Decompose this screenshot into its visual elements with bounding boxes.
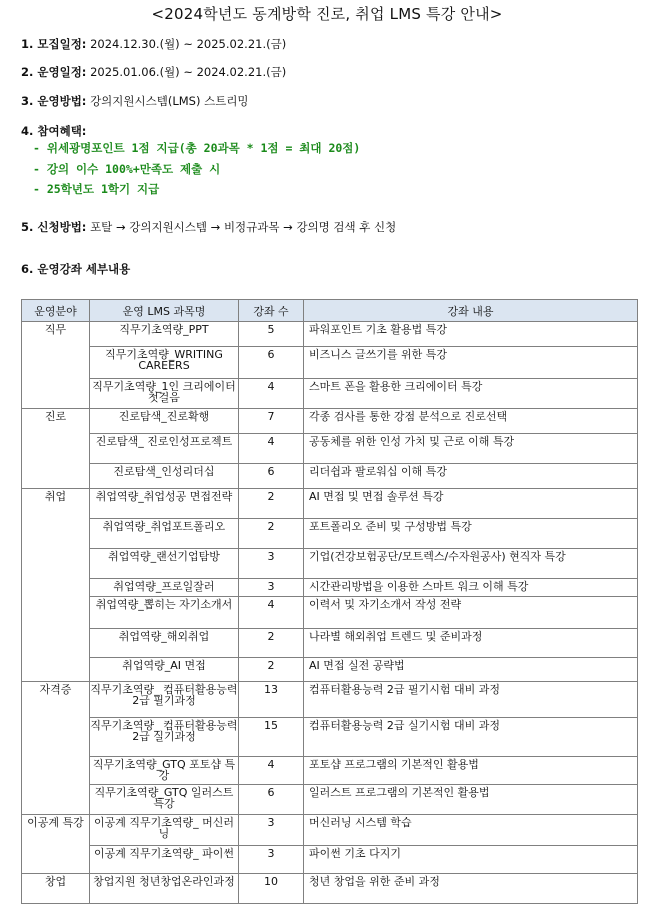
desc-cell: 파워포인트 기초 활용법 특강 [304, 322, 638, 347]
section-text: 포탈 → 강의지원시스템 → 비정규과목 → 강의명 검색 후 신청 [86, 220, 397, 234]
desc-cell: 시간관리방법을 이용한 스마트 워크 이해 특강 [304, 579, 638, 597]
category-cell: 진로 [22, 409, 90, 434]
category-cell [22, 519, 90, 549]
course-cell: 직무기초역량_ 컴퓨터활용능력2급 필기과정 [90, 682, 239, 718]
category-cell [22, 658, 90, 682]
count-cell: 6 [239, 347, 304, 379]
category-cell: 창업 [22, 874, 90, 904]
section-text: 2024.12.30.(월) ~ 2025.02.21.(금) [86, 37, 287, 51]
course-cell: 직무기초역량_WRITING CAREERS [90, 347, 239, 379]
desc-cell: 이력서 및 자기소개서 작성 전략 [304, 597, 638, 629]
course-cell: 이공계 직무기초역량_ 파이썬 [90, 846, 239, 874]
table-row [22, 718, 638, 757]
category-cell: 취업 [22, 489, 90, 519]
category-cell: 이공계 특강 [22, 815, 90, 846]
table-row [22, 597, 638, 629]
course-cell: 취업역량_취업성공 면접전략 [90, 489, 239, 519]
benefit-item: - 위세광명포인트 1점 지급(총 20과목 * 1점 = 최대 20점) [33, 141, 361, 155]
count-cell: 3 [239, 815, 304, 846]
category-cell [22, 718, 90, 757]
table-row [22, 846, 638, 874]
desc-cell: 공동체를 위한 인성 가치 및 근로 이해 특강 [304, 434, 638, 464]
header-count: 강좌 수 [239, 300, 304, 322]
desc-cell: AI 면접 실전 공략법 [304, 658, 638, 682]
course-cell: 진로탐색_인성리더십 [90, 464, 239, 489]
category-cell [22, 757, 90, 785]
desc-cell: 일러스트 프로그램의 기본적인 활용법 [304, 785, 638, 815]
count-cell: 2 [239, 519, 304, 549]
course-cell: 진로탐색_ 진로인성프로젝트 [90, 434, 239, 464]
table-row [22, 434, 638, 464]
category-cell [22, 846, 90, 874]
category-cell [22, 579, 90, 597]
category-cell [22, 785, 90, 815]
header-category: 운영분야 [22, 300, 90, 322]
desc-cell: 스마트 폰을 활용한 크리에이터 특강 [304, 379, 638, 409]
benefit-item: - 강의 이수 100%+만족도 제출 시 [33, 162, 221, 176]
table-row [22, 682, 638, 718]
category-cell [22, 347, 90, 379]
desc-cell: AI 면접 및 면접 솔루션 특강 [304, 489, 638, 519]
desc-cell: 파이썬 기초 다지기 [304, 846, 638, 874]
category-cell: 직무 [22, 322, 90, 347]
category-cell [22, 379, 90, 409]
course-cell: 취업역량_해외취업 [90, 629, 239, 658]
count-cell: 3 [239, 549, 304, 579]
category-cell [22, 549, 90, 579]
count-cell: 7 [239, 409, 304, 434]
section-heading: 5. 신청방법: [21, 220, 87, 234]
section-heading: 6. 운영강좌 세부내용 [21, 262, 131, 276]
section-heading: 4. 참여혜택: [21, 124, 87, 138]
count-cell: 3 [239, 846, 304, 874]
count-cell: 13 [239, 682, 304, 718]
category-cell [22, 597, 90, 629]
table-row [22, 579, 638, 597]
count-cell: 2 [239, 629, 304, 658]
table-row [22, 549, 638, 579]
section-heading: 2. 운영일정: [21, 65, 87, 79]
page-title: <2024학년도 동계방학 진로, 취업 LMS 특강 안내> [151, 5, 503, 23]
course-cell: 이공계 직무기초역량_ 머신러닝 [90, 815, 239, 846]
desc-cell: 컴퓨터활용능력 2급 실기시험 대비 과정 [304, 718, 638, 757]
table-header-row [22, 300, 638, 322]
course-cell: 취업역량_뽑히는 자기소개서 [90, 597, 239, 629]
count-cell: 3 [239, 579, 304, 597]
section-detail-heading [21, 261, 130, 277]
course-cell: 직무기초역량_GTQ 일러스트 특강 [90, 785, 239, 815]
desc-cell: 컴퓨터활용능력 2급 필기시험 대비 과정 [304, 682, 638, 718]
table-row [22, 409, 638, 434]
count-cell: 4 [239, 434, 304, 464]
count-cell: 4 [239, 757, 304, 785]
table-row [22, 785, 638, 815]
category-cell: 자격증 [22, 682, 90, 718]
table-row [22, 464, 638, 489]
count-cell: 5 [239, 322, 304, 347]
count-cell: 10 [239, 874, 304, 904]
header-desc: 강좌 내용 [304, 300, 638, 322]
desc-cell: 비즈니스 글쓰기를 위한 특강 [304, 347, 638, 379]
table-row [22, 874, 638, 904]
count-cell: 2 [239, 489, 304, 519]
count-cell: 6 [239, 464, 304, 489]
category-cell [22, 434, 90, 464]
table-row [22, 658, 638, 682]
course-cell: 진로탐색_진로확행 [90, 409, 239, 434]
course-table [21, 299, 638, 904]
section-heading: 3. 운영방법: [21, 94, 87, 108]
desc-cell: 포트폴리오 준비 및 구성방법 특강 [304, 519, 638, 549]
course-cell: 취업역량_취업포트폴리오 [90, 519, 239, 549]
section-text: 2025.01.06.(월) ~ 2024.02.21.(금) [86, 65, 287, 79]
desc-cell: 나라별 해외취업 트렌드 및 준비과정 [304, 629, 638, 658]
count-cell: 2 [239, 658, 304, 682]
section-text: 강의지원시스템(LMS) 스트리밍 [86, 94, 249, 108]
header-course: 운영 LMS 과목명 [90, 300, 239, 322]
desc-cell: 머신러닝 시스템 학습 [304, 815, 638, 846]
category-cell [22, 464, 90, 489]
course-cell: 직무기초역량_1인 크리에이터 첫걸음 [90, 379, 239, 409]
table-row [22, 489, 638, 519]
desc-cell: 청년 창업을 위한 준비 과정 [304, 874, 638, 904]
count-cell: 4 [239, 597, 304, 629]
table-row [22, 815, 638, 846]
table-row [22, 322, 638, 347]
course-cell: 창업지원 청년창업온라인과정 [90, 874, 239, 904]
table-row [22, 519, 638, 549]
desc-cell: 기업(건강보험공단/모트렉스/수자원공사) 현직자 특강 [304, 549, 638, 579]
desc-cell: 각종 검사를 통한 강점 분석으로 진로선택 [304, 409, 638, 434]
section-benefits [21, 123, 86, 139]
course-cell: 직무기초역량_ 컴퓨터활용능력2급 실기과정 [90, 718, 239, 757]
count-cell: 6 [239, 785, 304, 815]
section-heading: 1. 모집일정: [21, 37, 87, 51]
section-run-method [21, 93, 249, 109]
table-row [22, 347, 638, 379]
section-apply [21, 219, 396, 235]
count-cell: 4 [239, 379, 304, 409]
benefit-item: - 25학년도 1학기 지급 [33, 182, 160, 196]
table-row [22, 379, 638, 409]
course-cell: 취업역량_랜선기업탐방 [90, 549, 239, 579]
desc-cell: 포토샵 프로그램의 기본적인 활용법 [304, 757, 638, 785]
section-recruit-schedule [21, 36, 286, 52]
table-row [22, 629, 638, 658]
course-cell: 직무기초역량_GTQ 포토샵 특강 [90, 757, 239, 785]
desc-cell: 리더쉽과 팔로워십 이해 특강 [304, 464, 638, 489]
count-cell: 15 [239, 718, 304, 757]
table-row [22, 757, 638, 785]
course-cell: 직무기초역량_PPT [90, 322, 239, 347]
course-cell: 취업역량_프로일잘러 [90, 579, 239, 597]
course-cell: 취업역량_AI 면접 [90, 658, 239, 682]
category-cell [22, 629, 90, 658]
section-run-schedule [21, 64, 286, 80]
